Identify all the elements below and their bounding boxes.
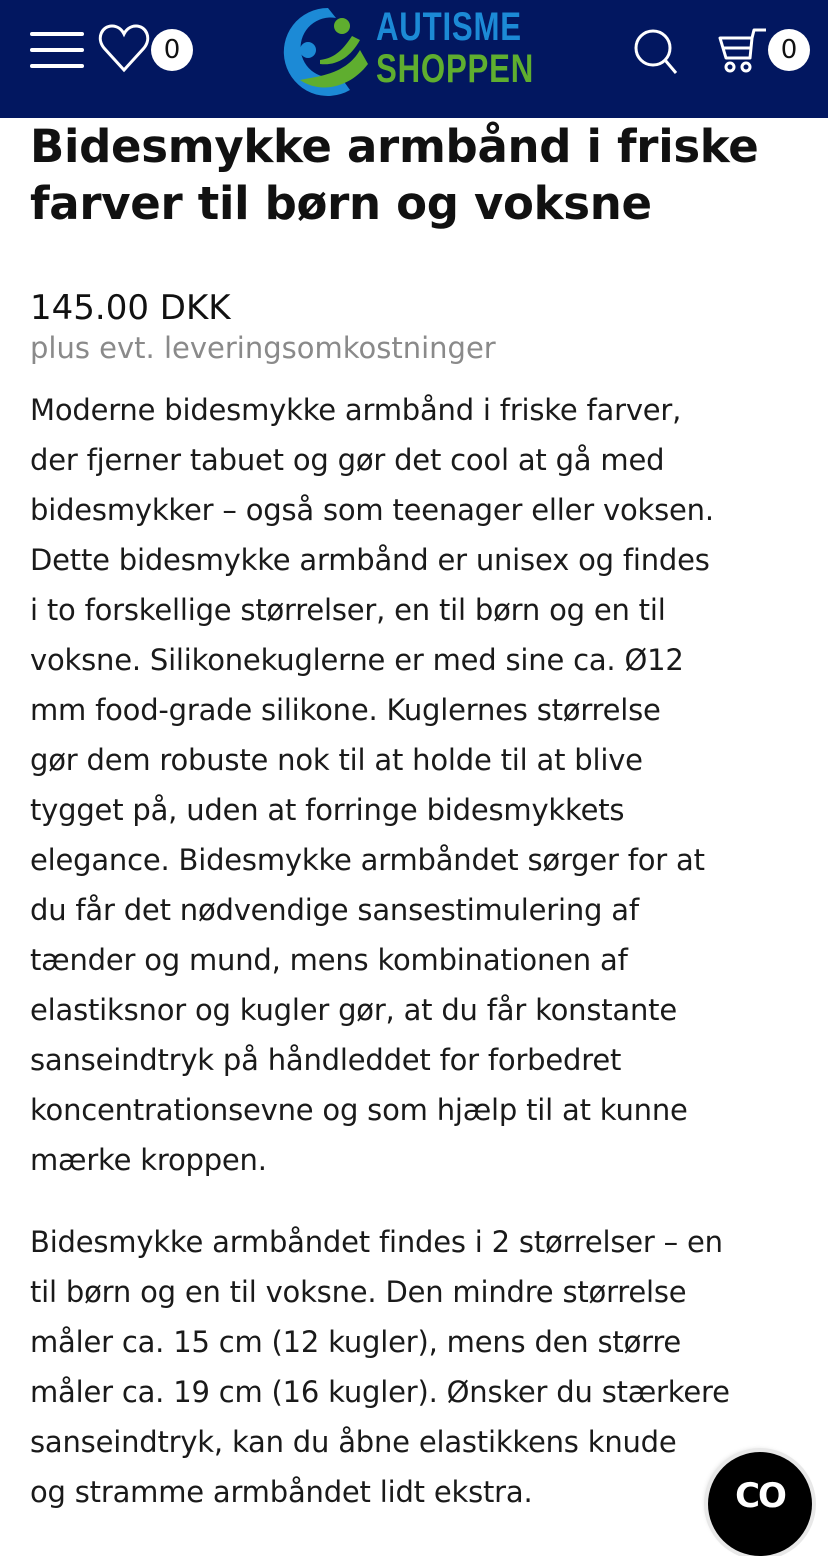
product-title: Bidesmykke armbånd i friske farver til børn og voksne — [30, 120, 759, 230]
product-price: 145.00 DKK — [30, 288, 231, 328]
description-line: måler ca. 19 cm (16 kugler). Ønsker du stærkere — [30, 1375, 730, 1409]
description-line: koncentrationsevne og som hjælp til at kunne — [30, 1093, 688, 1127]
hamburger-menu-button[interactable] — [30, 32, 84, 68]
cart-count-badge: 0 — [768, 29, 810, 71]
description-line: tygget på, uden at forringe bidesmykkets — [30, 793, 625, 827]
description-line: du får det nødvendige sansestimulering af — [30, 893, 639, 927]
wishlist-count-badge: 0 — [151, 29, 193, 71]
description-line: elastiksnor og kugler gør, at du får konstante — [30, 993, 677, 1027]
cart-icon[interactable] — [718, 26, 770, 74]
description-line: sanseindtryk på håndleddet for forbedret — [30, 1043, 622, 1077]
search-icon[interactable] — [632, 28, 680, 76]
chat-button[interactable]: CO — [708, 1452, 812, 1556]
product-description-paragraph-2 — [30, 1217, 730, 1517]
description-line: til børn og en til voksne. Den mindre størrelse — [30, 1275, 687, 1309]
logo[interactable] — [280, 4, 550, 98]
heart-icon[interactable] — [98, 24, 150, 74]
description-line: gør dem robuste nok til at holde til at blive — [30, 743, 643, 777]
description-line: måler ca. 15 cm (12 kugler), mens den større — [30, 1325, 682, 1359]
logo-text: AUTISME SHOPPEN — [376, 5, 535, 91]
description-line: Bidesmykke armbåndet findes i 2 størrelser – en — [30, 1225, 723, 1259]
description-line: sanseindtryk, kan du åbne elastikkens knude — [30, 1425, 677, 1459]
description-line: voksne. Silikonekuglerne er med sine ca. Ø12 — [30, 643, 684, 677]
shipping-note: plus evt. leveringsomkostninger — [30, 331, 496, 365]
logo-emblem-icon — [280, 4, 376, 98]
description-line: elegance. Bidesmykke armbåndet sørger for at — [30, 843, 705, 877]
description-line: og stramme armbåndet lidt ekstra. — [30, 1475, 533, 1509]
description-line: mærke kroppen. — [30, 1143, 267, 1177]
description-line: Moderne bidesmykke armbånd i friske farver, — [30, 393, 682, 427]
description-line: der fjerner tabuet og gør det cool at gå med — [30, 443, 665, 477]
description-line: mm food-grade silikone. Kuglernes størrelse — [30, 693, 661, 727]
product-description-paragraph-1 — [30, 385, 714, 1185]
description-line: Dette bidesmykke armbånd er unisex og findes — [30, 543, 710, 577]
description-line: tænder og mund, mens kombinationen af — [30, 943, 628, 977]
description-line: i to forskellige størrelser, en til børn og en til — [30, 593, 666, 627]
description-line: bidesmykker – også som teenager eller voksen. — [30, 493, 714, 527]
site-header — [0, 0, 828, 118]
